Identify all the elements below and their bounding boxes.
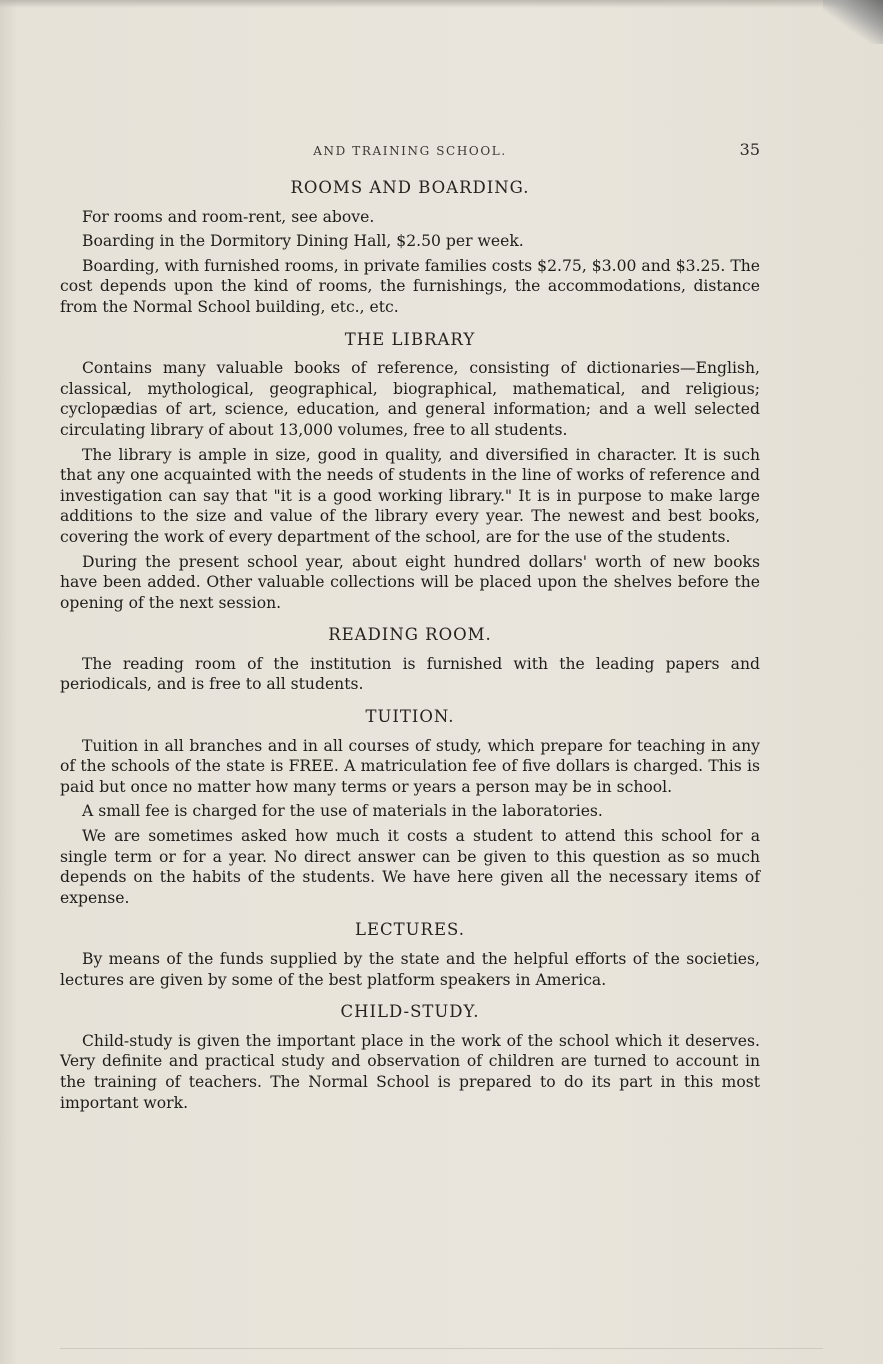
- section-heading: ROOMS AND BOARDING.: [290, 178, 530, 197]
- paragraph: During the present school year, about eight hundred dollars' worth of new books have been added. Other valuable collections will be placed upon the shelves before the opening of the next session.: [60, 552, 760, 612]
- page-top-shadow: [0, 0, 883, 8]
- paragraph: Contains many valuable books of reference, consisting of dictionaries—English, classical, mythological, geographical, biographical, mathematical, and religious; cyclopædias of art, science, education, and general information; and a well selected circulating library of about 13,000 volumes, free to all students.: [60, 359, 760, 439]
- section-heading: READING ROOM.: [328, 625, 492, 645]
- section-heading: THE LIBRARY: [344, 329, 476, 349]
- page-number: 35: [739, 140, 760, 159]
- paragraph: The reading room of the institution is furnished with the leading papers and periodicals, and is free to all students.: [60, 654, 760, 694]
- page-corner-fold: [823, 0, 883, 44]
- page-body: [60, 178, 760, 1125]
- running-head: [60, 140, 760, 164]
- section-lectures: [60, 920, 760, 990]
- paragraph: For rooms and room-rent, see above.: [82, 207, 375, 226]
- paragraph: A small fee is charged for the use of materials in the laboratories.: [82, 802, 603, 821]
- section-library: [60, 330, 760, 614]
- section-tuition: [60, 707, 760, 908]
- section-heading: TUITION.: [365, 707, 455, 727]
- paragraph: By means of the funds supplied by the state and the helpful efforts of the societies, lectures are given by some of the best platform speakers in America.: [60, 950, 760, 989]
- section-child-study: [60, 1002, 760, 1113]
- paragraph: The library is ample in size, good in quality, and diversified in character. It is such that any one acquainted with the needs of students in the line of works of reference and investigation can say that "it is a good working library." It is in purpose to make large additions to the size and value of the library every year. The newest and best books, covering the work of every department of the school, are for the use of the students.: [60, 445, 760, 546]
- bottom-edge-line: [60, 1348, 823, 1349]
- paragraph: We are sometimes asked how much it costs a student to attend this school for a single term or for a year. No direct answer can be given to this question as so much depends on the habits of the students. We have here given all the necessary items of expense.: [60, 827, 760, 907]
- paragraph: Boarding, with furnished rooms, in private families costs $2.75, $3.00 and $3.25. The cost depends upon the kind of rooms, the furnishings, the accommodations, distance from the Normal School building, etc., etc.: [60, 256, 760, 316]
- section-heading: CHILD-STUDY.: [340, 1002, 480, 1022]
- paragraph: Boarding in the Dormitory Dining Hall, $2.50 per week.: [82, 232, 524, 251]
- section-rooms-and-boarding: [60, 178, 760, 318]
- section-heading: LECTURES.: [355, 920, 465, 940]
- section-reading-room: [60, 625, 760, 695]
- paragraph: Tuition in all branches and in all courses of study, which prepare for teaching in any of the schools of the state is FREE. A matriculation fee of five dollars is charged. This is paid but once no matter how many terms or years a person may be in school.: [60, 736, 760, 796]
- paragraph: Child-study is given the important place in the work of the school which it deserves. Very definite and practical study and observation of children are turned to account in the training of teachers. The Normal School is prepared to do its part in this most important work.: [60, 1031, 760, 1112]
- running-head-title: AND TRAINING SCHOOL.: [313, 144, 507, 158]
